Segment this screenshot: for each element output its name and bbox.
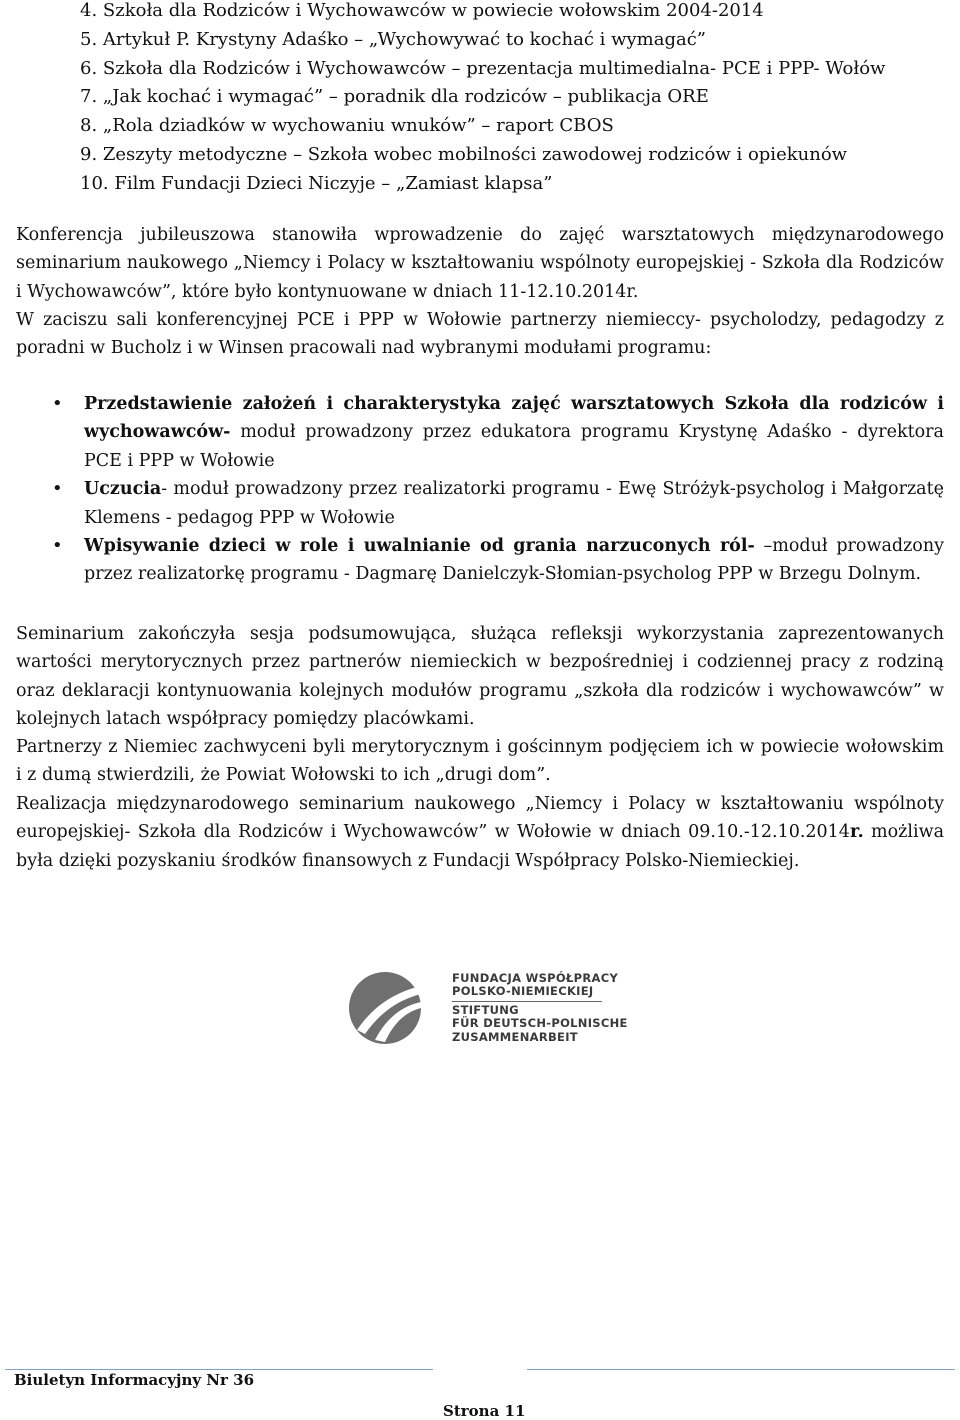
bullet-icon: • bbox=[52, 478, 63, 500]
module-description: moduł prowadzony przez edukatora programu Krystynę Adaśko - dyrektora PCE i PPP w Wołowie bbox=[84, 422, 944, 471]
list-item: 10. Film Fundacji Dzieci Niczyje – „Zamiast klapsa” bbox=[80, 172, 553, 194]
reference-list bbox=[80, 0, 940, 199]
module-item bbox=[16, 390, 944, 475]
funding-text-end: możliwa była dzięki pozyskaniu środków finansowych z Fundacji Współpracy Polsko-Niemieckiej. bbox=[16, 822, 944, 871]
bullet-icon: • bbox=[52, 535, 63, 557]
logo-line: POLSKO-NIEMIECKIEJ bbox=[452, 984, 594, 999]
footer-page-number: Strona 11 bbox=[443, 1402, 526, 1420]
paragraph-workshop: W zaciszu sali konferencyjnej PCE i PPP w Wołowie partnerzy niemieccy- psycholodzy, pedagodzy z poradni w Bucholz i w Winsen pracowali nad wybranymi modułami programu: bbox=[16, 310, 944, 359]
paragraph-partners: Partnerzy z Niemiec zachwyceni byli merytorycznym i gościnnym podjęciem ich w powiecie wołowskim i z dumą stwierdzili, że Powiat Wołowski to ich „drugi dom”. bbox=[16, 737, 944, 786]
foundation-logo-text bbox=[452, 972, 628, 1044]
list-item: 9. Zeszyty metodyczne – Szkoła wobec mobilności zawodowej rodziców i opiekunów bbox=[80, 143, 848, 165]
paragraph-conference: Konferencja jubileuszowa stanowiła wprowadzenie do zajęć warsztatowych międzynarodowego seminarium naukowego „Niemcy i Polacy w kształtowaniu wspólnoty europejskiej - Szkoła dla Rodziców i Wychowawców”, które było kontynuowane w dniach 11-12.10.2014r. bbox=[16, 225, 944, 302]
module-title: Wpisywanie dzieci w role i uwalnianie od grania narzuconych ról- bbox=[84, 536, 755, 557]
logo-line: FUNDACJA WSPÓŁPRACY bbox=[452, 971, 619, 985]
module-item bbox=[16, 532, 944, 589]
module-list bbox=[16, 390, 944, 589]
footer-divider-left bbox=[5, 1369, 433, 1370]
module-item bbox=[16, 475, 944, 532]
list-item: 7. „Jak kochać i wymagać” – poradnik dla rodziców – publikacja ORE bbox=[80, 86, 709, 108]
footer-bulletin-title: Biuletyn Informacyjny Nr 36 bbox=[14, 1371, 254, 1389]
bullet-icon: • bbox=[52, 393, 63, 414]
paragraph-funding bbox=[16, 790, 944, 875]
logo-line: FÜR DEUTSCH-POLNISCHE bbox=[452, 1016, 628, 1031]
list-item: 4. Szkoła dla Rodziców i Wychowawców w powiecie wołowskim 2004-2014 bbox=[80, 0, 764, 21]
list-item: 8. „Rola dziadków w wychowaniu wnuków” – raport CBOS bbox=[80, 115, 614, 137]
module-title: Uczucia bbox=[84, 479, 162, 500]
module-description: - moduł prowadzony przez realizatorki programu - Ewę Stróżyk-psycholog i Małgorzatę Klemens - pedagog PPP w Wołowie bbox=[84, 479, 944, 528]
logo-line: ZUSAMMENARBEIT bbox=[452, 1029, 578, 1044]
funding-text-bold: r. bbox=[849, 822, 864, 843]
list-item: 6. Szkoła dla Rodziców i Wychowawców – prezentacja multimedialna- PCE i PPP- Wołów bbox=[80, 57, 886, 79]
module-title: Przedstawienie założeń i charakterystyka zajęć warsztatowych Szkoła dla rodziców i wychowawców- bbox=[84, 394, 944, 443]
funding-text-start: Realizacja międzynarodowego seminarium naukowego „Niemcy i Polacy w kształtowaniu wspólnoty europejskiej- Szkoła dla Rodziców i Wychowawców” w Wołowie w dniach 09.10.-12.10.2014 bbox=[16, 794, 944, 843]
list-item: 5. Artykuł P. Krystyny Adaśko – „Wychowywać to kochać i wymagać” bbox=[80, 28, 707, 50]
logo-line: STIFTUNG bbox=[452, 1002, 519, 1017]
paragraph-summary: Seminarium zakończyła sesja podsumowująca, służąca refleksji wykorzystania zaprezentowanych wartości merytorycznych przez partnerów niemieckich w bezpośredniej i codziennej pracy z rodziną oraz deklaracji kontynuowania kolejnych modułów programu „szkoła dla rodziców i wychowawców” w kolejnych latach współpracy pomiędzy placówkami. bbox=[16, 624, 944, 730]
footer-divider-right bbox=[527, 1369, 955, 1370]
module-description: –moduł prowadzony przez realizatorkę programu - Dagmarę Danielczyk-Słomian-psycholog PPP w Brzegu Dolnym. bbox=[84, 536, 944, 585]
